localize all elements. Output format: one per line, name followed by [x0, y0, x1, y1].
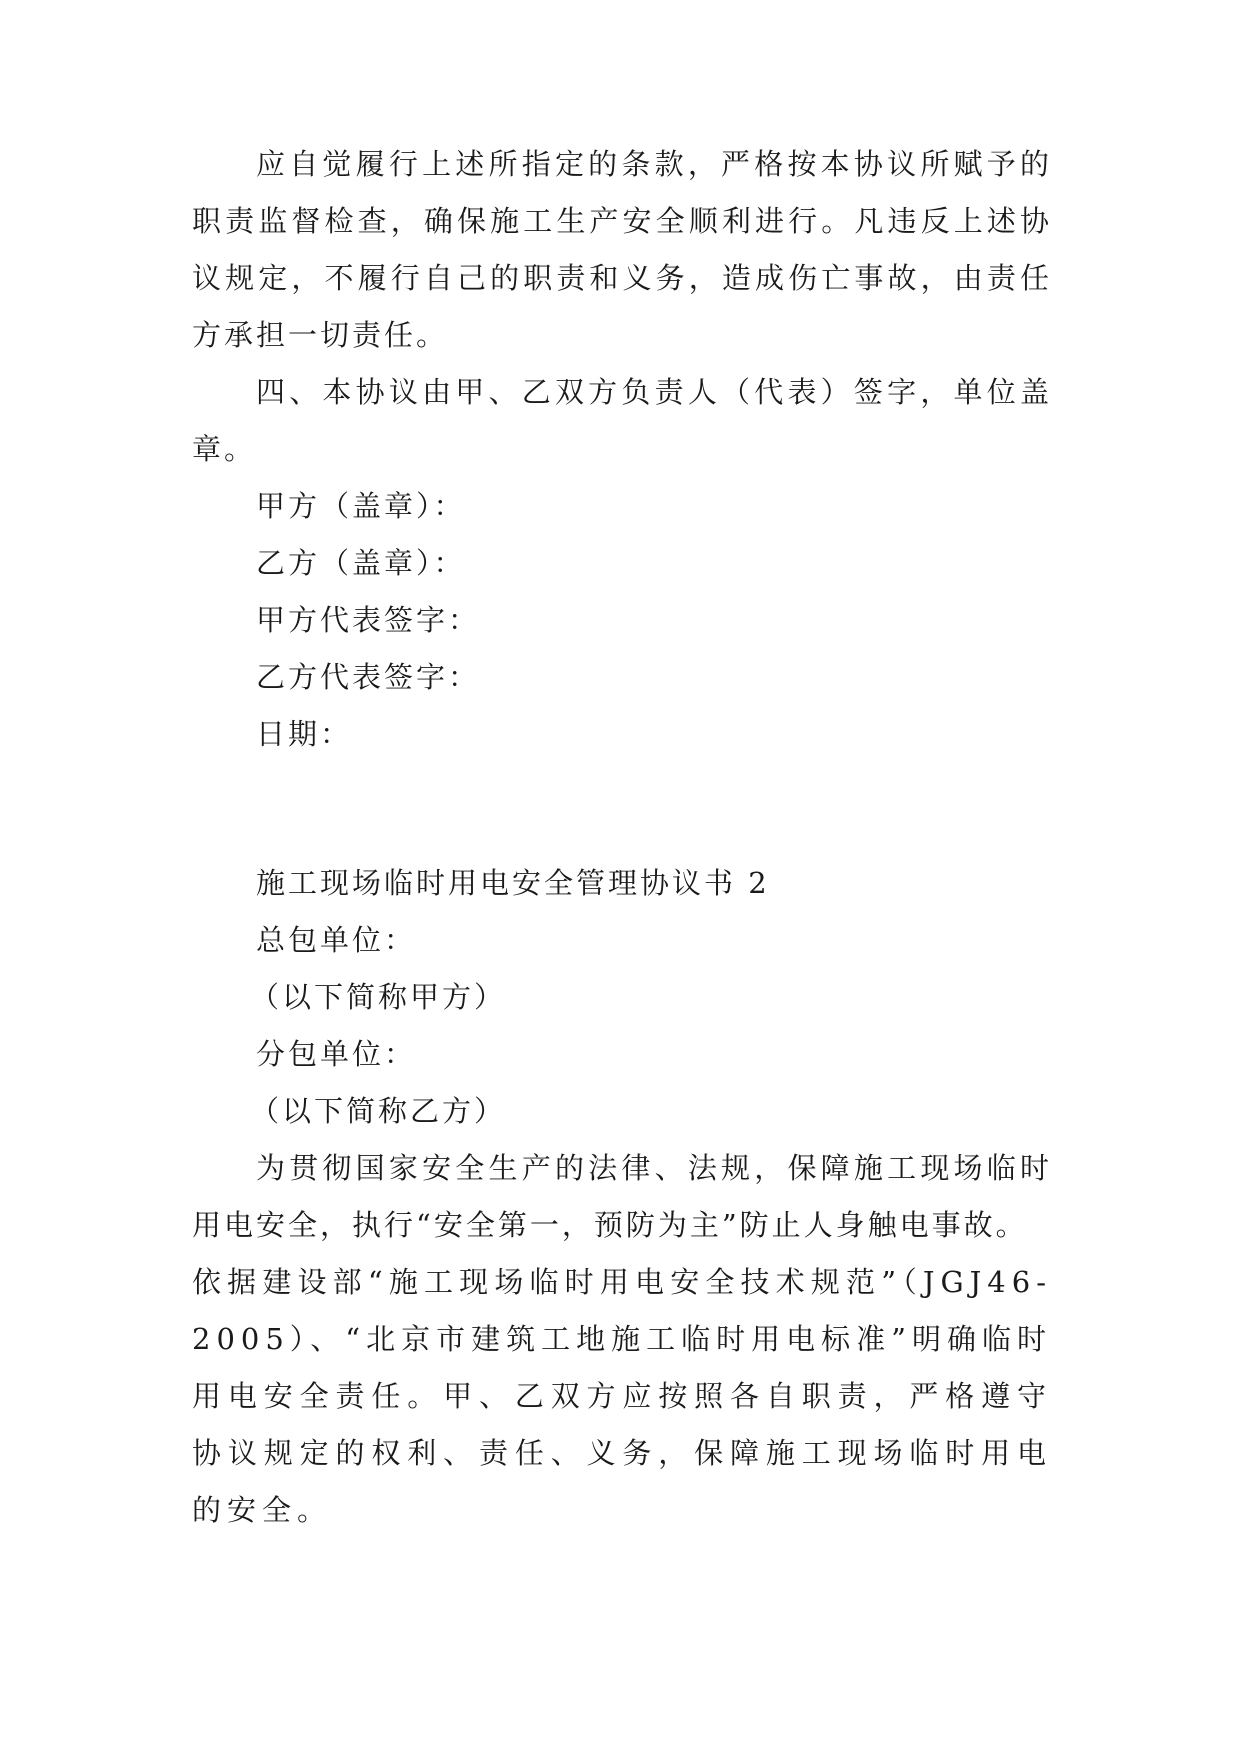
- general-contractor-line: 总包单位：: [256, 923, 417, 957]
- basis-paragraph: 依据建设部“施工现场临时用电安全技术规范”（JGJ46-2005）、“北京市建筑工地施工临时用电标准”明确临时用电安全责任。甲、乙双方应按照各自职责，严格遵守协议规定的权利、责任、义务，保障施工现场临时用电的安全。: [192, 1265, 1052, 1527]
- duty-paragraph: 应自觉履行上述所指定的条款，严格按本协议所赋予的职责监督检查，确保施工生产安全顺利进行。凡违反上述协议规定，不履行自己的职责和义务，造成伤亡事故，由责任方承担一切责任。: [192, 147, 1052, 352]
- section-2: [192, 855, 1052, 1539]
- date-line: 日期：: [256, 717, 353, 751]
- party-b-signature-line: 乙方代表签字：: [256, 660, 481, 694]
- party-a-seal-line: 甲方（盖章）：: [256, 489, 466, 523]
- party-a-signature-line: 甲方代表签字：: [256, 603, 481, 637]
- party-b-seal-line: 乙方（盖章）：: [256, 546, 466, 580]
- intro-paragraph: 为贯彻国家安全生产的法律、法规，保障施工现场临时用电安全，执行“安全第一，预防为主”防止人身触电事故。: [192, 1151, 1052, 1242]
- agreement-title: 施工现场临时用电安全管理协议书 2: [256, 866, 770, 900]
- subcontractor-line: 分包单位：: [256, 1037, 417, 1071]
- party-b-abbreviation: （以下简称乙方）: [250, 1094, 507, 1128]
- party-a-abbreviation: （以下简称甲方）: [250, 980, 507, 1014]
- section-1: [192, 136, 1052, 763]
- clause-four-paragraph: 四、本协议由甲、乙双方负责人（代表）签字，单位盖章。: [192, 375, 1052, 466]
